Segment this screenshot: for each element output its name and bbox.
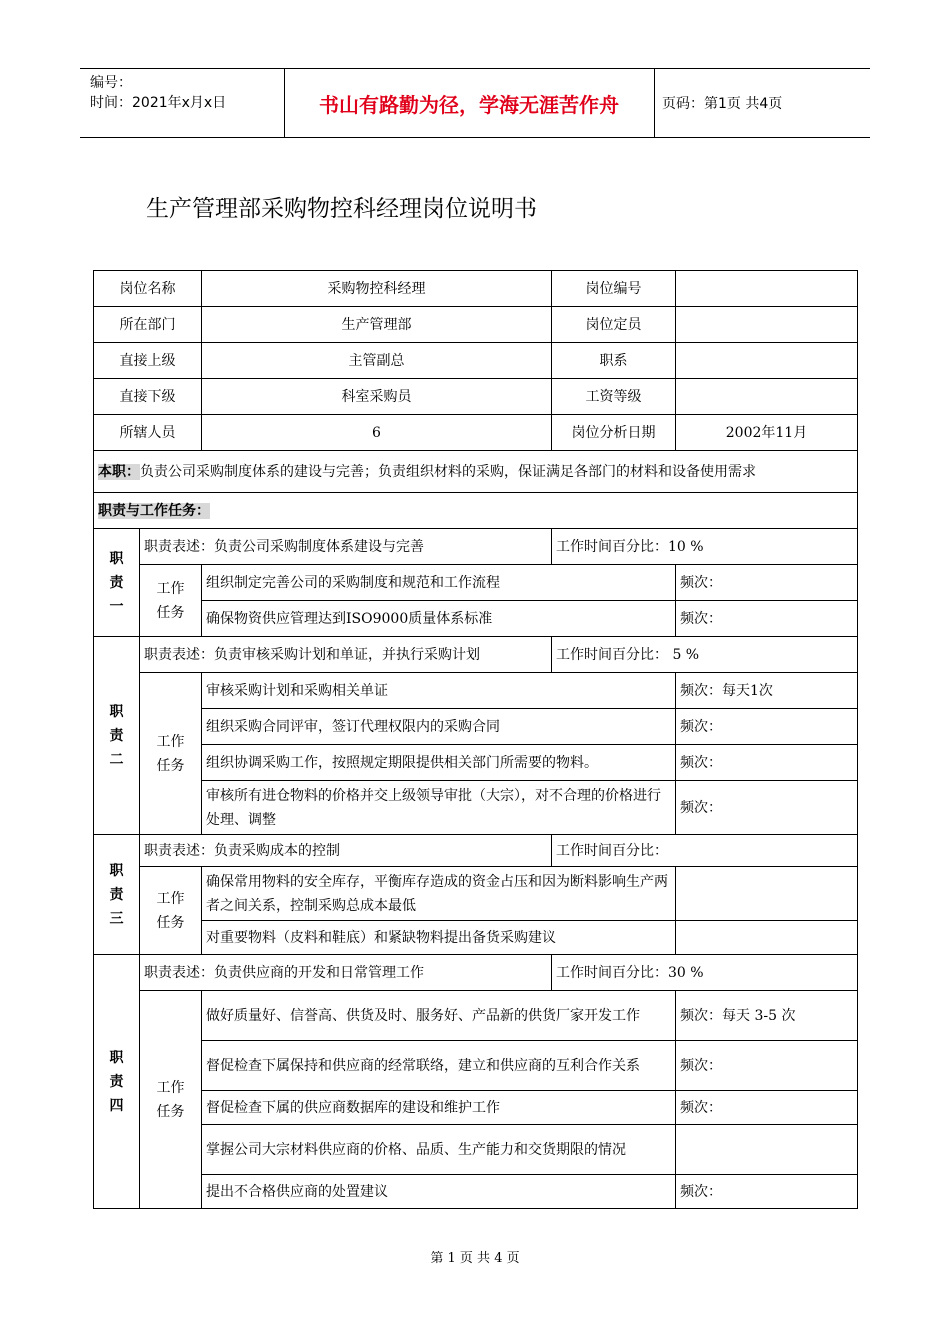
- task-text: 提出不合格供应商的处置建议: [202, 1175, 676, 1209]
- summary-text: 负责公司采购制度体系的建设与完善；负责组织材料的采购，保证满足各部门的材料和设备使用需求: [140, 463, 756, 480]
- job-description-table: [93, 270, 858, 1209]
- task-text: 确保常用物料的安全库存，平衡库存造成的资金占压和因为断料影响生产两者之间关系，控制采购总成本最低: [202, 867, 676, 921]
- duty-time-percent: 工作时间百分比：: [552, 835, 858, 867]
- task-frequency: [676, 867, 858, 921]
- task-frequency: 频次：: [676, 781, 858, 835]
- task-row: [94, 709, 858, 745]
- task-label-line: 任务: [156, 1103, 185, 1120]
- duty-statement: 职责表述：负责公司采购制度体系建设与完善: [140, 529, 552, 565]
- task-frequency: [676, 1125, 858, 1175]
- duties-heading-cell: [94, 493, 858, 529]
- page-header: [80, 68, 870, 138]
- duty-time-percent: 工作时间百分比：30 %: [552, 955, 858, 991]
- task-frequency: 频次：每天1次: [676, 673, 858, 709]
- task-text: 组织协调采购工作，按照规定期限提供相关部门所需要的物料。: [202, 745, 676, 781]
- summary-label: 本职：: [98, 463, 140, 480]
- task-row: [94, 673, 858, 709]
- task-text: 组织采购合同评审，签订代理权限内的采购合同: [202, 709, 676, 745]
- summary-row: [94, 451, 858, 493]
- duty-label: 职 责 一: [94, 529, 140, 637]
- task-label-line: 工作: [156, 890, 185, 907]
- salary-grade-label: 工资等级: [552, 379, 676, 415]
- task-section-label: [140, 673, 202, 835]
- task-row: [94, 565, 858, 601]
- task-label-line: 任务: [156, 604, 185, 621]
- task-frequency: 频次：: [676, 709, 858, 745]
- task-row: [94, 921, 858, 955]
- task-label-line: 任务: [156, 914, 185, 931]
- duty-time-percent: 工作时间百分比：10 %: [552, 529, 858, 565]
- task-frequency: 频次：: [676, 565, 858, 601]
- duty-statement-row: [94, 637, 858, 673]
- analysis-date-label: 岗位分析日期: [552, 415, 676, 451]
- task-frequency: 频次：: [676, 745, 858, 781]
- duty-label: 职 责 三: [94, 835, 140, 955]
- duty-statement: 职责表述：负责供应商的开发和日常管理工作: [140, 955, 552, 991]
- info-row: [94, 415, 858, 451]
- task-label-line: 工作: [156, 580, 185, 597]
- duty-statement-row: [94, 835, 858, 867]
- info-row: [94, 271, 858, 307]
- task-row: [94, 1125, 858, 1175]
- task-label-line: 工作: [156, 1079, 185, 1096]
- task-text: 督促检查下属保持和供应商的经常联络，建立和供应商的互利合作关系: [202, 1041, 676, 1091]
- task-row: [94, 1091, 858, 1125]
- document-title: 生产管理部采购物控科经理岗位说明书: [146, 196, 537, 222]
- doc-number-label: 编号：: [90, 75, 132, 91]
- department-label: 所在部门: [94, 307, 202, 343]
- duties-heading: 职责与工作任务：: [98, 502, 210, 519]
- subordinate-value: 科室采购员: [202, 379, 552, 415]
- task-text: 做好质量好、信誉高、供货及时、服务好、产品新的供货厂家开发工作: [202, 991, 676, 1041]
- info-row: [94, 379, 858, 415]
- task-text: 审核所有进仓物料的价格并交上级领导审批（大宗），对不合理的价格进行处理、调整: [202, 781, 676, 835]
- task-row: [94, 867, 858, 921]
- headcount-value: [676, 307, 858, 343]
- task-text: 组织制定完善公司的采购制度和规范和工作流程: [202, 565, 676, 601]
- subordinate-label: 直接下级: [94, 379, 202, 415]
- task-frequency: 频次：: [676, 1175, 858, 1209]
- task-row: [94, 781, 858, 835]
- duty-statement: 职责表述：负责采购成本的控制: [140, 835, 552, 867]
- task-row: [94, 1175, 858, 1209]
- position-code-label: 岗位编号: [552, 271, 676, 307]
- task-text: 审核采购计划和采购相关单证: [202, 673, 676, 709]
- task-row: [94, 601, 858, 637]
- superior-value: 主管副总: [202, 343, 552, 379]
- task-section-label: [140, 565, 202, 637]
- task-frequency: 频次：: [676, 601, 858, 637]
- salary-grade-value: [676, 379, 858, 415]
- duty-statement-row: [94, 529, 858, 565]
- info-row: [94, 307, 858, 343]
- summary-cell: [94, 451, 858, 493]
- position-name-value: 采购物控科经理: [202, 271, 552, 307]
- task-frequency: 频次：: [676, 1091, 858, 1125]
- position-name-label: 岗位名称: [94, 271, 202, 307]
- page-footer: 第 1 页 共 4 页: [430, 1251, 520, 1266]
- duty-statement-row: [94, 955, 858, 991]
- headcount-label: 岗位定员: [552, 307, 676, 343]
- duties-heading-row: [94, 493, 858, 529]
- duty-statement: 职责表述：负责审核采购计划和单证，并执行采购计划: [140, 637, 552, 673]
- duty-label: 职 责 四: [94, 955, 140, 1209]
- task-text: 对重要物料（皮料和鞋底）和紧缺物料提出备货采购建议: [202, 921, 676, 955]
- task-text: 确保物资供应管理达到ISO9000质量体系标准: [202, 601, 676, 637]
- duties-body: [94, 529, 858, 1209]
- task-frequency: [676, 921, 858, 955]
- task-label-line: 任务: [156, 757, 185, 774]
- staff-count-value: 6: [202, 415, 552, 451]
- position-code-value: [676, 271, 858, 307]
- task-label-line: 工作: [156, 733, 185, 750]
- superior-label: 直接上级: [94, 343, 202, 379]
- task-row: [94, 1041, 858, 1091]
- header-left: [90, 73, 226, 113]
- duty-time-percent: 工作时间百分比： 5 %: [552, 637, 858, 673]
- header-divider: [654, 69, 655, 137]
- task-frequency: 频次：: [676, 1041, 858, 1091]
- job-family-value: [676, 343, 858, 379]
- staff-count-label: 所辖人员: [94, 415, 202, 451]
- info-row: [94, 343, 858, 379]
- department-value: 生产管理部: [202, 307, 552, 343]
- task-section-label: [140, 867, 202, 955]
- doc-time-label: 时间：2021年x月x日: [90, 95, 227, 111]
- task-text: 督促检查下属的供应商数据库的建设和维护工作: [202, 1091, 676, 1125]
- duty-label: 职 责 二: [94, 637, 140, 835]
- task-row: [94, 745, 858, 781]
- task-text: 掌握公司大宗材料供应商的价格、品质、生产能力和交货期限的情况: [202, 1125, 676, 1175]
- job-family-label: 职系: [552, 343, 676, 379]
- analysis-date-value: 2002年11月: [676, 415, 858, 451]
- task-frequency: 频次：每天 3-5 次: [676, 991, 858, 1041]
- task-row: [94, 991, 858, 1041]
- header-page-info: 页码：第1页 共4页: [662, 96, 783, 112]
- task-section-label: [140, 991, 202, 1209]
- header-motto: 书山有路勤为径，学海无涯苦作舟: [319, 93, 619, 117]
